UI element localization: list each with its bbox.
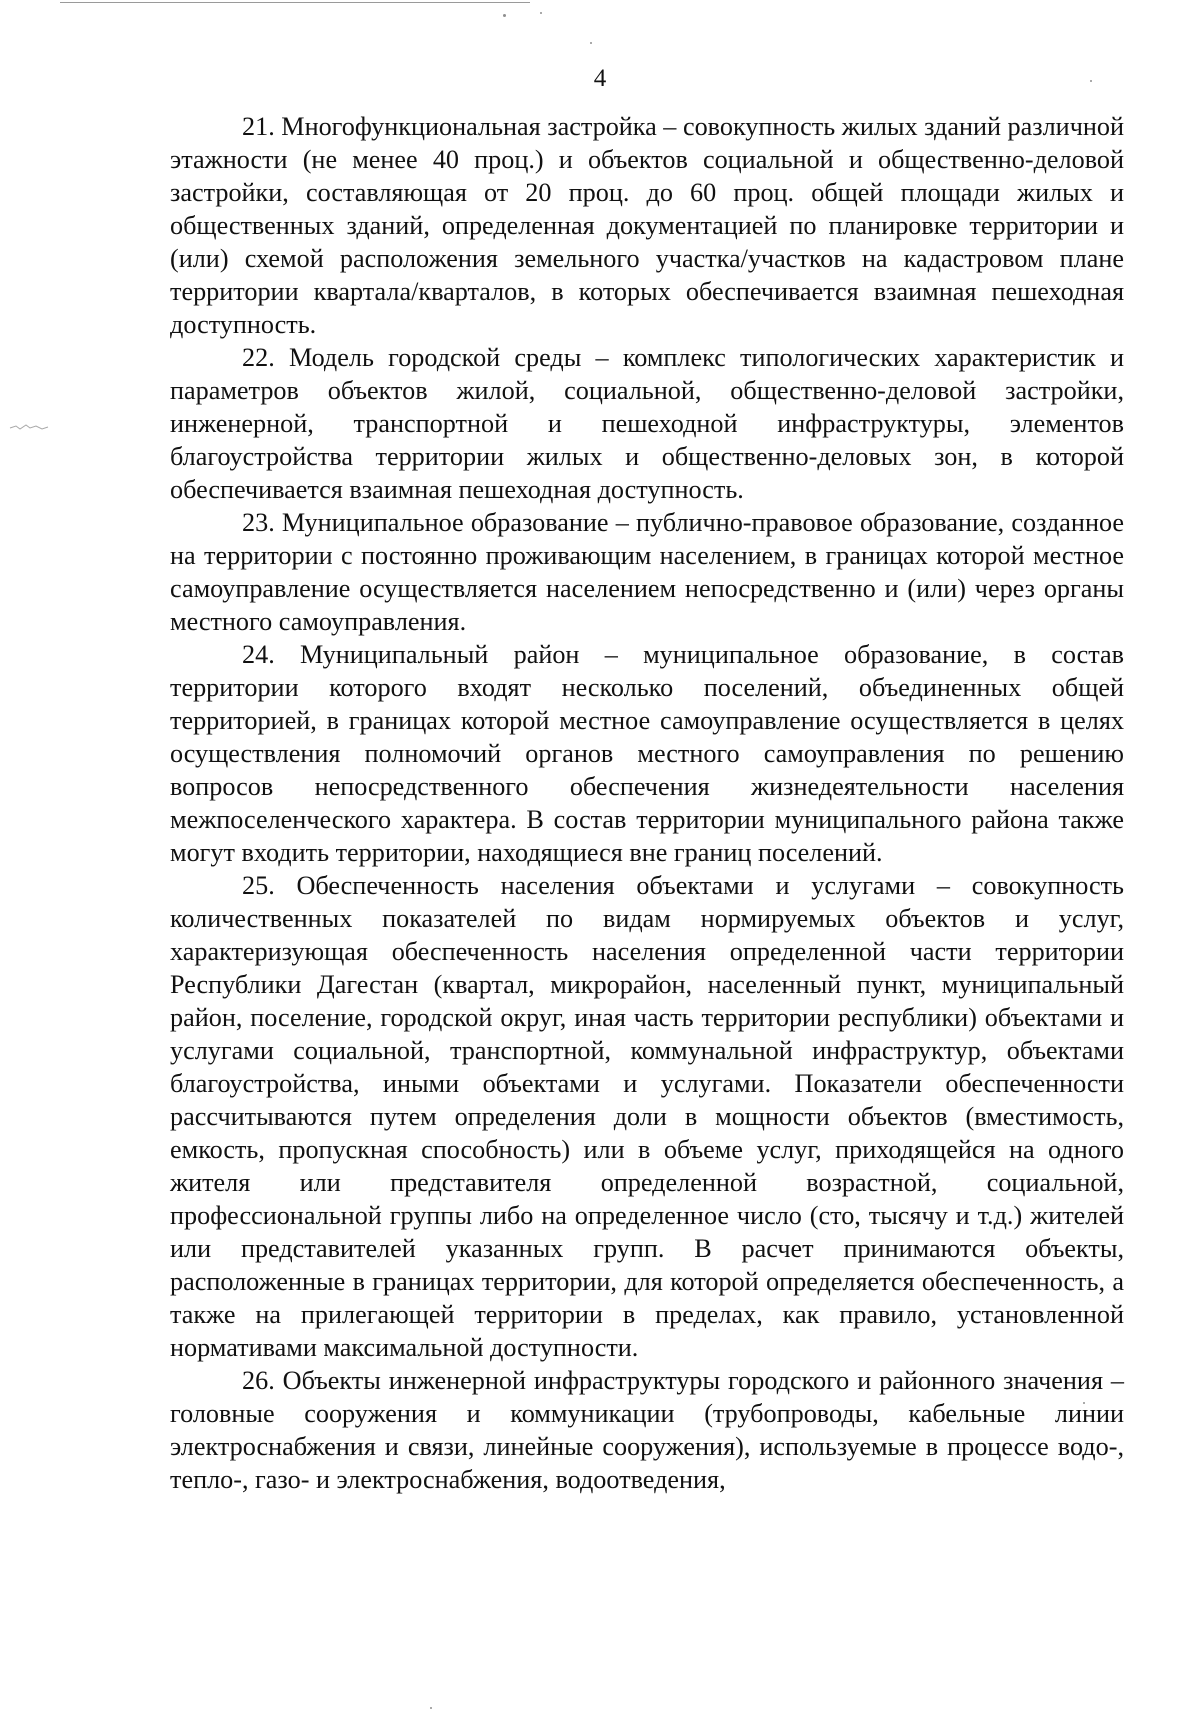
scan-edge-line (60, 2, 530, 3)
paragraph-26: 26. Объекты инженерной инфраструктуры городского и районного значения – головные сооружения и коммуникации (трубопроводы, кабельные линии электроснабжения и связи, линейные сооружения), используемые в процессе водо-, тепло-, газо- и электроснабжения, водоотведения, (170, 1366, 1124, 1494)
document-body (170, 110, 1124, 1496)
paragraph-23: 23. Муниципальное образование – публично-правовое образование, созданное на территории с постоянно проживающим населением, в границах которой местное самоуправление осуществляется населением непосредственно и (или) через органы местного самоуправления. (170, 508, 1124, 636)
paragraph-22: 22. Модель городской среды – комплекс типологических характеристик и параметров объектов жилой, социальной, общественно-деловой застройки, инженерной, транспортной и пешеходной инфраструктуры, элементов благоустройства территории жилых и общественно-деловых зон, в которой обеспечивается взаимная пешеходная доступность. (170, 343, 1124, 504)
paragraph-25: 25. Обеспеченность населения объектами и услугами – совокупность количественных показателей по видам нормируемых объектов и услуг, характеризующая обеспеченность населения определенной части территории Республики Дагестан (квартал, микрорайон, населенный пункт, муниципальный район, поселение, городской округ, иная часть территории республики) объектами и услугами социальной, транспортной, коммунальной инфраструктур, объектами благоустройства, иными объектами и услугами. Показатели обеспеченности рассчитываются путем определения доли в мощности объектов (вместимость, емкость, пропускная способность) или в объеме услуг, приходящейся на одного жителя или представителя определенной возрастной, социальной, профессиональной группы либо на определенное число (сто, тысячу и т.д.) жителей или представителей указанных групп. В расчет принимаются объекты, расположенные в границах территории, для которой определяется обеспеченность, а также на прилегающей территории в пределах, как правило, установленной нормативами максимальной доступности. (170, 871, 1124, 1362)
paragraph-21: 21. Многофункциональная застройка – совокупность жилых зданий различной этажности (не менее 40 проц.) и объектов социальной и общественно-деловой застройки, составляющая от 20 проц. до 60 проц. общей площади жилых и общественных зданий, определенная документацией по планировке территории и (или) схемой расположения земельного участка/участков на кадастровом плане территории квартала/кварталов, в которых обеспечивается взаимная пешеходная доступность. (170, 112, 1124, 339)
scan-speck (503, 14, 506, 17)
scan-margin-marks (8, 420, 52, 434)
page-number: 4 (593, 65, 607, 92)
paragraph-24: 24. Муниципальный район – муниципальное образование, в состав территории которого входят несколько поселений, объединенных общей территорией, в границах которой местное самоуправление осуществляется в целях осуществления полномочий органов местного самоуправления по решению вопросов непосредственного обеспечения жизнедеятельности населения межпоселенческого характера. В состав территории муниципального района также могут входить территории, находящиеся вне границ поселений. (170, 640, 1124, 867)
scan-speck (590, 42, 592, 44)
scan-speck (540, 12, 542, 14)
scan-speck (430, 1707, 432, 1709)
